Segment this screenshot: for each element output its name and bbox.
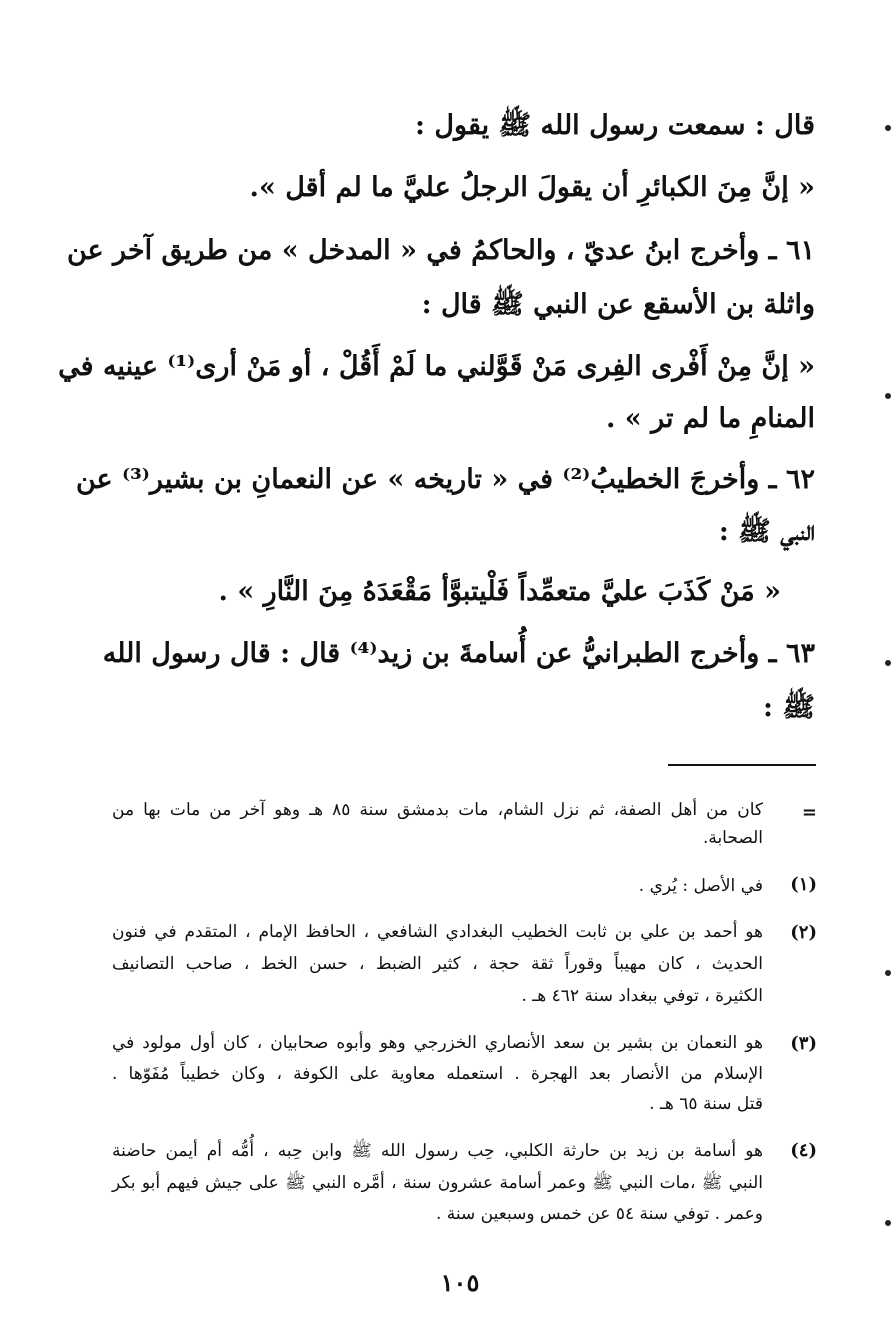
footnote-4-line-2: النبي ﷺ ،مات النبي ﷺ وعمر أسامة عشرون سنة ، أمَّره النبي ﷺ على جيش فيهم أبو بكر bbox=[112, 1173, 763, 1193]
main-line-7: ٦٢ ـ وأخرجَ الخطيبُ⁽²⁾ في « تاريخه » عن النعمانِ بن بشير⁽³⁾ عن bbox=[75, 464, 815, 495]
main-line-2-hadith: « إنَّ مِنَ الكبائرِ أن يقولَ الرجلُ عليَّ ما لم أقل ». bbox=[249, 172, 815, 203]
margin-dot bbox=[885, 660, 891, 666]
footnote-2-line-1: هو أحمد بن علي بن ثابت الخطيب البغدادي الشافعي ، الحافظ الإمام ، المتقدم في فنون bbox=[112, 922, 763, 942]
footnote-4-mark: (٤) bbox=[790, 1140, 817, 1161]
footnote-continuation-line-1: كان من أهل الصفة، ثم نزل الشام، مات بدمشق سنة ٨٥ هـ وهو آخر من مات بها من bbox=[112, 800, 763, 820]
footnote-3-line-2: الإسلام من الأنصار بعد الهجرة . استعمله معاوية على الكوفة ، وكان خطيباً مُفَوّها . bbox=[112, 1064, 763, 1084]
footnote-1-mark: (١) bbox=[790, 874, 817, 895]
main-line-4: واثلة بن الأسقع عن النبي ﷺ قال : bbox=[421, 289, 815, 320]
footnote-1-line-1: في الأصل : يُري . bbox=[638, 876, 763, 896]
margin-dot bbox=[885, 1220, 891, 1226]
main-line-5-hadith: « إنَّ مِنْ أَفْرى الفِرى مَنْ قَوَّلني ما لَمْ أَقُلْ ، أو مَنْ أرى⁽¹⁾ عينيه في bbox=[58, 351, 815, 382]
main-line-6: المنامِ ما لم تر » . bbox=[606, 403, 815, 434]
main-line-3: ٦١ ـ وأخرج ابنُ عديّ ، والحاكمُ في « المدخل » من طريق آخر عن bbox=[66, 235, 815, 266]
margin-dot bbox=[885, 393, 891, 399]
page-number: ١٠٥ bbox=[440, 1268, 480, 1297]
margin-dot bbox=[885, 970, 891, 976]
footnote-continuation-line-2: الصحابة. bbox=[702, 828, 763, 848]
main-line-1: قال : سمعت رسول الله ﷺ يقول : bbox=[415, 110, 815, 141]
footnote-2-line-3: الكثيرة ، توفي ببغداد سنة ٤٦٢ هـ . bbox=[521, 986, 763, 1006]
main-line-10: ٦٣ ـ وأخرج الطبرانيُّ عن أُسامةَ بن زيد⁽⁴⁾ قال : قال رسول الله bbox=[102, 638, 815, 669]
footnote-3-line-1: هو النعمان بن بشير بن سعد الأنصاري الخزرجي وهو وأبوه صحابيان ، كان أول مولود في bbox=[112, 1033, 763, 1053]
footnote-separator bbox=[668, 764, 816, 766]
main-line-9-hadith: « مَنْ كَذَبَ عليَّ متعمِّداً فَلْيتبوَّأ مَقْعَدَهُ مِنَ النَّارِ » . bbox=[218, 576, 781, 607]
footnote-4-line-1: هو أسامة بن زيد بن حارثة الكلبي، حِب رسول الله ﷺ وابن حِبه ، أُمُّه أم أيمن حاضنة bbox=[112, 1141, 763, 1161]
footnote-4-line-3: وعمر . توفي سنة ٥٤ عن خمس وسبعين سنة . bbox=[435, 1204, 763, 1224]
footnote-3-line-3: قتل سنة ٦٥ هـ . bbox=[649, 1094, 763, 1114]
footnote-2-mark: (٢) bbox=[790, 922, 817, 943]
main-line-8: النبي ﷺ : bbox=[718, 516, 815, 547]
main-line-11: ﷺ : bbox=[763, 692, 815, 723]
footnote-2-line-2: الحديث ، كان مهيباً وقوراً ثقة حجة ، كثير الضبط ، حسن الخط ، صاحب التصانيف bbox=[112, 954, 763, 974]
margin-dot bbox=[885, 125, 891, 131]
footnote-3-mark: (٣) bbox=[790, 1033, 817, 1054]
footnote-continuation-mark: = bbox=[801, 802, 817, 823]
